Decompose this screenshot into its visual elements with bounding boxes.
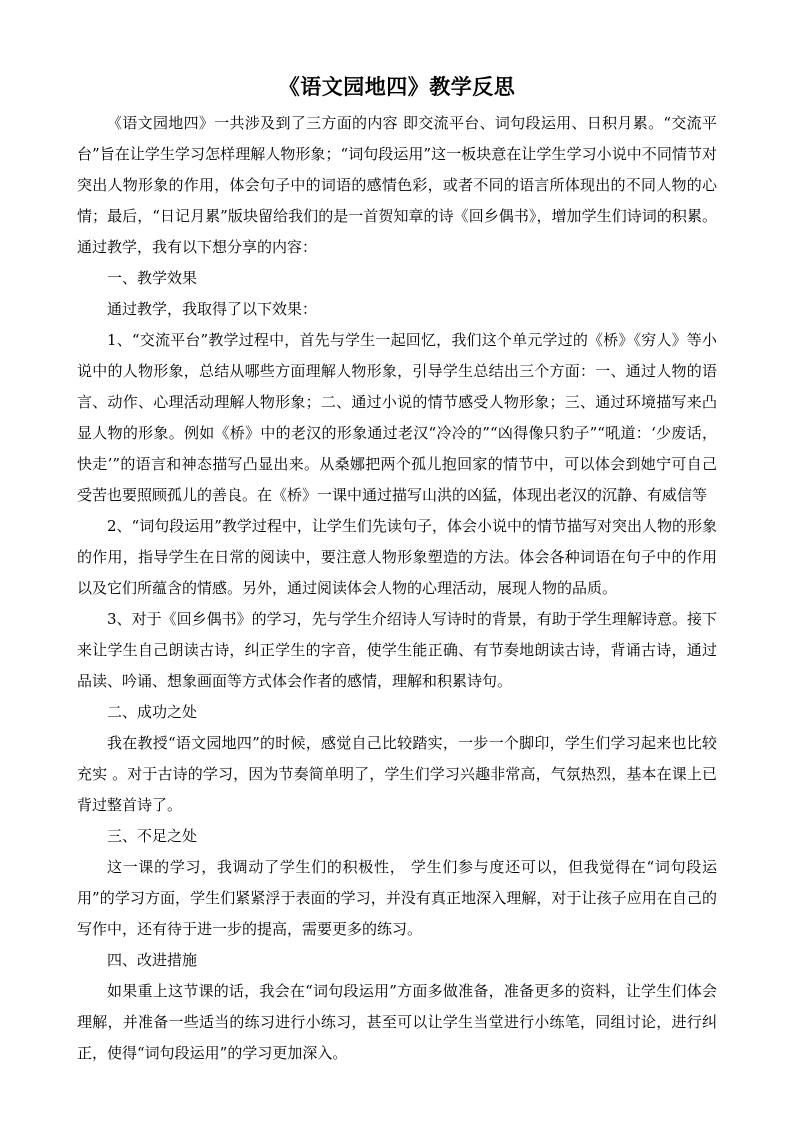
section-heading-improvements: 四、改进措施 xyxy=(107,951,198,969)
document-page xyxy=(77,70,717,1069)
improvement-paragraph: 如果重上这节课的话，我会在“词句段运用”方面多做准备，准备更多的资料，让学生们体会理解，并准备一些适当的练习进行小练习，甚至可以让学生当堂进行小练笔，同组讨论，进行纠正，使得“词句段运用”的学习更加深入。 xyxy=(77,982,717,1062)
section-heading-successes: 二、成功之处 xyxy=(107,703,198,721)
success-paragraph: 我在教授“语文园地四”的时候，感觉自己比较踏实，一步一个脚印，学生们学习起来也比较充实 。对于古诗的学习，因为节奏简单明了，学生们学习兴趣非常高，气氛热烈，基本在课上已背过整首诗了。 xyxy=(77,734,717,814)
document-title: 《语文园地四》教学反思 xyxy=(278,74,516,99)
shortcoming-paragraph: 这一课的学习，我调动了学生们的积极性， 学生们参与度还可以，但我觉得在“词句段运用”的学习方面，学生们紧紧浮于表面的学习，并没有真正地深入理解，对于让孩子应用在自己的写作中，还有待于进一步的提高，需要更多的练习。 xyxy=(77,858,717,938)
section-heading-teaching-effect: 一、教学效果 xyxy=(107,269,198,287)
section-heading-shortcomings: 三、不足之处 xyxy=(107,827,198,845)
effect-paragraph-1: 1、“交流平台”教学过程中，首先与学生一起回忆，我们这个单元学过的《桥》《穷人》等小说中的人物形象，总结从哪些方面理解人物形象，引导学生总结出三个方面：一、通过人物的语言、动作、心理活动理解人物形象；二、通过小说的情节感受人物形象；三、通过环境描写来凸显人物的形象。例如《桥》中的老汉的形象通过老汉“冷冷的”“凶得像只豹子”“吼道：‘少废话，快走’”的语言和神态描写凸显出来。从桑娜把两个孤儿抱回家的情节中，可以体会到她宁可自己受苦也要照顾孤儿的善良。在《桥》一课中通过描写山洪的凶猛，体现出老汉的沉静、有威信等 xyxy=(77,331,717,504)
section-lead: 通过教学，我取得了以下效果： xyxy=(107,300,318,318)
intro-paragraph: 《语文园地四》一共涉及到了三方面的内容 即交流平台、词句段运用、日积月累。“交流平台”旨在让学生学习怎样理解人物形象；“词句段运用”这一板块意在让学生学习小说中不同情节对突出人物形象的作用，体会句子中的词语的感情色彩，或者不同的语言所体现出的不同人物的心情；最后，“日记月累”版块留给我们的是一首贺知章的诗《回乡偶书》，增加学生们诗词的积累。通过教学，我有以下想分享的内容： xyxy=(77,114,717,256)
effect-paragraph-3: 3、对于《回乡偶书》的学习，先与学生介绍诗人写诗时的背景，有助于学生理解诗意。接下来让学生自己朗读古诗，纠正学生的字音，使学生能正确、有节奏地朗读古诗，背诵古诗，通过品读、吟诵、想象画面等方式体会作者的感情，理解和积累诗句。 xyxy=(77,610,717,690)
effect-paragraph-2: 2、“词句段运用”教学过程中，让学生们先读句子，体会小说中的情节描写对突出人物的形象的作用，指导学生在日常的阅读中，要注意人物形象塑造的方法。体会各种词语在句子中的作用以及它们所蕴含的情感。另外，通过阅读体会人物的心理活动，展现人物的品质。 xyxy=(77,517,717,597)
